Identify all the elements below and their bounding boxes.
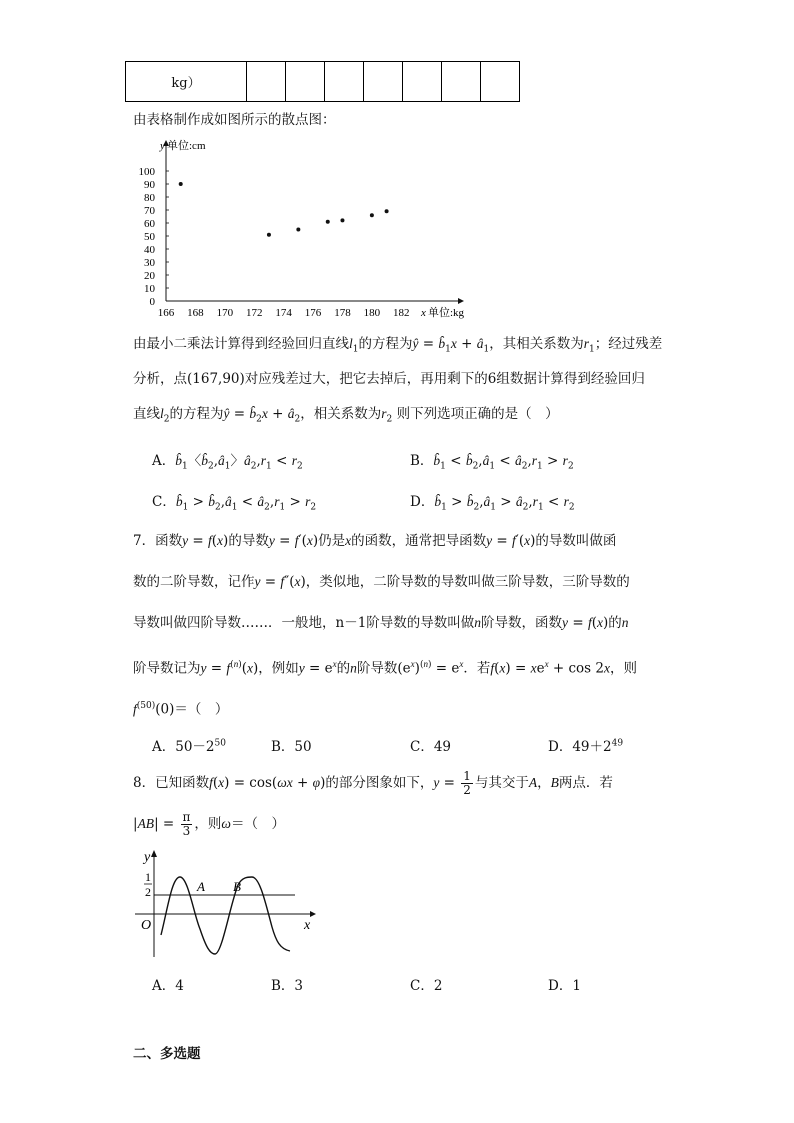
table-cell [364,62,403,102]
q6-option-c[interactable]: C．$b̂_1$ > $b̂_2,â_1$ < $â_2,r_1 > r_2$ [152,494,317,513]
cosine-graph [130,845,320,960]
graph-half-num: 1 [145,870,151,884]
q7-option-c[interactable]: C．49 [410,739,452,755]
data-point [385,209,389,213]
y-tick-label: 80 [144,192,155,204]
table-cell-unit: kg） [126,62,247,102]
y-axis-arrow [151,850,157,857]
table-cell [481,62,520,102]
table-cell [325,62,364,102]
q7-option-a[interactable]: A．$50-2^{50}$ [152,738,226,755]
cosine-curve [161,877,290,954]
data-point [296,228,300,232]
data-point [326,220,330,224]
y-tick-label: 20 [144,270,155,282]
q6-option-b[interactable]: B．$b̂_1$ < $b̂_2,â_1$ < $â_2,r_1 > r_2$ [410,453,574,472]
q7-option-b[interactable]: B．50 [271,739,312,755]
x-axis-var: x [421,307,426,319]
x-tick-label: 170 [216,307,234,319]
x-axis-arrow [310,911,316,917]
data-point [370,213,374,217]
q7-line-1: 7．函数y = f(x)的导数y = f′(x)仍是x的函数，通常把导函数y = f′(x)的导数叫做函 [133,533,617,549]
x-tick-label: 176 [304,307,322,319]
y-tick-label: 0 [149,296,155,308]
scatter-intro-text: 由表格制作成如图所示的散点图： [133,112,336,128]
q7-option-d[interactable]: D．$49+2^{49}$ [548,738,624,755]
x-tick-label: 178 [334,307,351,319]
data-point [267,233,271,237]
q8-line-1: 8．已知函数f(x) = cos(ωx + φ)的部分图象如下，y = $\frac{1}{2}$ 与其交于A，B两点．若 [133,769,613,797]
x-axis-arrow [458,298,464,304]
graph-point-a: A [197,879,205,894]
q6-option-d[interactable]: D．$b̂_1$ > $b̂_2,â_1$ > $â_2,r_1 < r_2$ [410,494,575,513]
q7-line-3: 导数叫做四阶导数……．一般地，n－1阶导数的导数叫做n阶导数，函数y = f(x)的n [133,615,629,631]
q8-option-c[interactable]: C．2 [410,978,443,994]
table-cell [442,62,481,102]
x-tick-label: 182 [393,307,410,319]
q7-line-4: 阶导数记为$y = f^{(n)}(x)$，例如$y = e^x$的n阶导数$(e^x)^{(n)} = e^x$．若$f(x) = xe^x + \cos 2x$，则 [133,659,637,677]
q8-line-2: |AB| = $\frac{\pi}{3}$ ，则ω＝（ ） [133,810,285,838]
graph-x-label: x [304,918,311,933]
scatter-plot [125,134,475,324]
y-tick-label: 100 [138,166,155,178]
graph-half-den: 2 [145,885,151,899]
y-tick-label: 30 [144,257,155,269]
section-title: 二、多选题 [133,1046,201,1062]
y-tick-label: 60 [144,218,155,230]
q7-line-5: $f^{(50)}(0)=$（ ） [133,701,229,718]
y-axis-var: y [160,140,165,152]
x-tick-label: 174 [275,307,292,319]
x-tick-label: 168 [187,307,204,319]
q8-option-b[interactable]: B．3 [271,978,304,994]
q8-option-d[interactable]: D．1 [548,978,581,994]
x-tick-label: 166 [157,307,175,319]
data-table-fragment [125,61,520,102]
q8-option-a[interactable]: A．4 [152,978,184,994]
y-tick-label: 70 [144,205,155,217]
data-point [340,218,344,222]
y-tick-label: 50 [144,231,155,243]
table-cell [403,62,442,102]
x-tick-label: 180 [363,307,381,319]
q7-line-2: 数的二阶导数，记作y = f″(x)，类似地，二阶导数的导数叫做三阶导数，三阶导数的 [133,574,630,590]
q6-line-2: 分析，点(167,90)对应残差过大，把它去掉后，再用剩下的6组数据计算得到经验回归 [133,371,645,387]
y-tick-label: 10 [144,283,155,295]
graph-y-label: y [144,850,151,865]
x-tick-label: 172 [245,307,263,319]
graph-origin-label: O [141,918,152,933]
scatter-axes [163,140,464,304]
y-axis-label: 单位:cm [167,140,206,152]
y-tick-label: 40 [144,244,155,256]
table-cell [286,62,325,102]
x-axis-label: 单位:kg [428,307,465,319]
q6-option-a[interactable]: A．$b̂_1$〈$b̂_2,â_1$〉$â_2,r_1 < r_2$ [152,453,303,472]
data-point [179,182,183,186]
q6-line-1: 由最小二乘法计算得到经验回归直线$l_1$的方程为ŷ = $b̂_1x$ + $â_1$，其相关系数为$r_1$；经过残差 [133,336,663,355]
table-cell [247,62,286,102]
q6-line-3: 直线$l_2$的方程为ŷ = $b̂_2x$ + $â_2$，相关系数为$r_2$ 则下列选项正确的是（ ） [133,406,559,425]
graph-point-b: B [233,879,241,894]
y-tick-label: 90 [144,179,155,191]
